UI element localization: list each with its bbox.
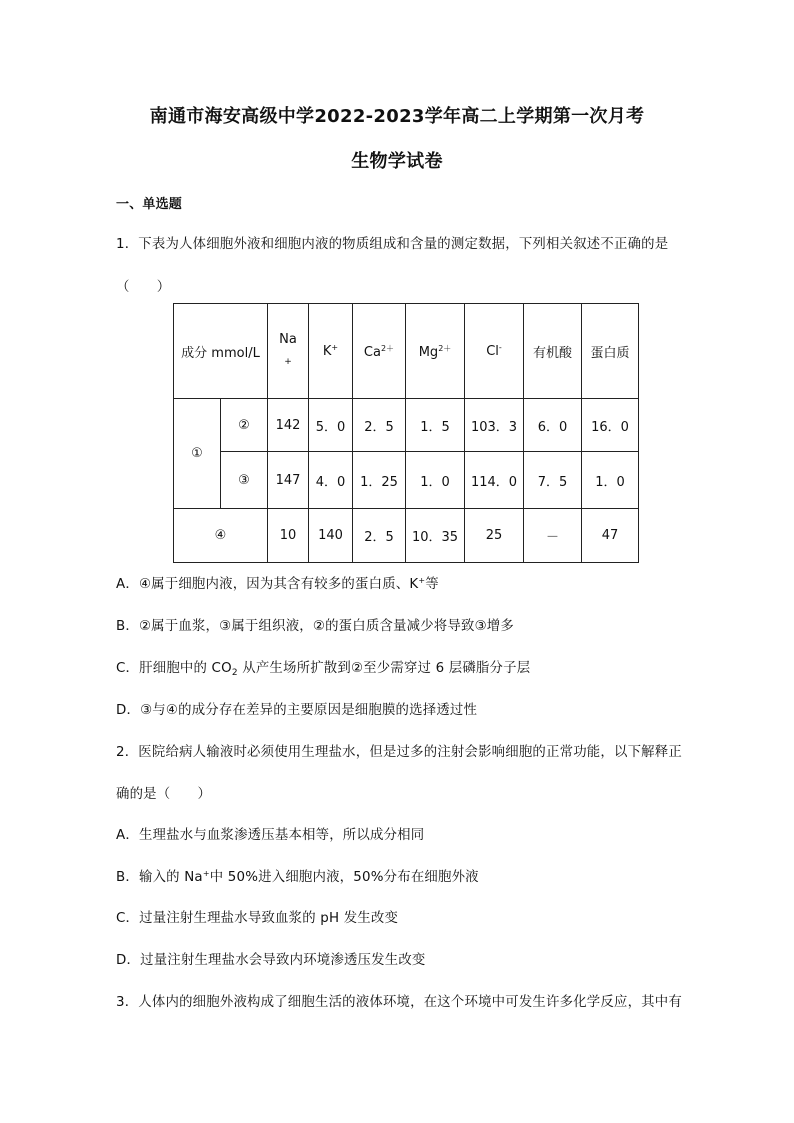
table-cell: 10．35 [406,509,465,563]
exam-title: 南通市海安高级中学2022-2023学年高二上学期第一次月考 [149,106,645,127]
header-mg: $Mg^{2+}$ [406,304,465,399]
table-cell: 1．5 [406,399,465,452]
table-cell: 147 [268,452,309,509]
q1-stem-line2: （ ） [116,280,171,295]
table-row [174,399,639,452]
table-cell: 1．25 [353,452,406,509]
table-cell: 10 [268,509,309,563]
q2-stem-line1: 2．医院给病人输液时必须使用生理盐水，但是过多的注射会影响细胞的正常功能，以下解释正 [116,745,682,760]
row-label: ④ [174,509,268,563]
table-cell: 114．0 [465,452,524,509]
table-cell: 142 [268,399,309,452]
table-cell: 140 [309,509,353,563]
table-header-row [174,304,639,399]
header-cl: Cl- [465,304,524,399]
q2-stem-line2: 确的是（ ） [116,787,212,802]
q3-stem-line1: 3．人体内的细胞外液构成了细胞生活的液体环境，在这个环境中可发生许多化学反应，其中有 [116,995,682,1010]
group-label: ① [174,399,221,509]
table-cell: 5．0 [309,399,353,452]
header-organic-acid: 有机酸 [524,304,582,399]
table-row [174,509,639,563]
table-cell: 16．0 [582,399,639,452]
table-cell: 6．0 [524,399,582,452]
table-cell: 4．0 [309,452,353,509]
table-cell: 2．5 [353,509,406,563]
header-na: Na + [268,304,309,399]
row-label: ② [221,399,268,452]
q1-option-a: A．④属于细胞内液，因为其含有较多的蛋白质、K+等 [116,576,439,592]
q1-option-c: C．肝细胞中的 $CO_2$ 从产生场所扩散到②至少需穿过 6 层磷脂分子层 [116,661,531,678]
composition-table [173,303,639,563]
table-cell: 7．5 [524,452,582,509]
header-ca: $Ca^{2+}$ [353,304,406,399]
table-cell: 25 [465,509,524,563]
q1-option-b: B．②属于血浆，③属于组织液，②的蛋白质含量减少将导致③增多 [116,619,514,634]
table-cell: 47 [582,509,639,563]
table-cell: 103．3 [465,399,524,452]
table-cell: 1．0 [582,452,639,509]
table-cell: － [524,509,582,563]
q2-option-d: D．过量注射生理盐水会导致内环境渗透压发生改变 [116,953,426,968]
table-cell: 2．5 [353,399,406,452]
row-label: ③ [221,452,268,509]
exam-subtitle: 生物学试卷 [351,151,443,172]
q1-option-d: D．③与④的成分存在差异的主要原因是细胞膜的选择透过性 [116,703,478,718]
header-label: 成分 mmol/L [174,304,268,399]
header-k: K+ [309,304,353,399]
q2-option-b: B．输入的 Na+中 50%进入细胞内液，50%分布在细胞外液 [116,869,479,885]
table-row [174,452,639,509]
table-cell: 1．0 [406,452,465,509]
q2-option-a: A．生理盐水与血浆渗透压基本相等，所以成分相同 [116,828,425,843]
q2-option-c: C．过量注射生理盐水导致血浆的 pH 发生改变 [116,911,399,926]
q1-stem-line1: 1．下表为人体细胞外液和细胞内液的物质组成和含量的测定数据，下列相关叙述不正确的是 [116,237,669,252]
section-heading: 一、单选题 [116,197,183,212]
header-protein: 蛋白质 [582,304,639,399]
